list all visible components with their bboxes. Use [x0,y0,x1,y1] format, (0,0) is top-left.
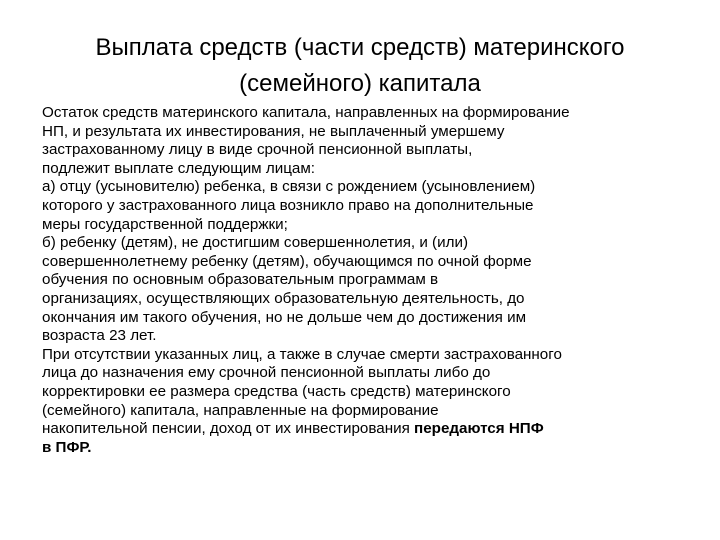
text-emphasis: передаются НПФ [414,420,544,438]
text-plain: накопительной пенсии, доход от их инвестирования [42,420,415,438]
text-line: При отсутствии указанных лиц, а также в случае смерти застрахованного [42,345,562,363]
text-line: которого у застрахованного лица возникло право на дополнительные [42,196,534,214]
text-line: обучения по основным образовательным программам в [42,271,439,289]
text-line: организациях, осуществляющих образовательную деятельность, до [42,289,525,307]
title-line-1: Выплата средств (части средств) материнского [95,34,625,61]
slide-title [40,30,680,102]
paragraph-item-b [42,234,692,346]
text-line: НП, и результата их инвестирования, не выплаченный умершему [42,122,505,140]
text-line: застрахованному лицу в виде срочной пенсионной выплаты, [42,141,473,159]
text-line: возраста 23 лет. [42,327,157,345]
text-line: окончания им такого обучения, но не дольше чем до достижения им [42,308,527,326]
paragraph-intro [42,104,692,178]
text-line: а) отцу (усыновителю) ребенка, в связи с рождением (усыновлением) [42,178,536,196]
text-line: совершеннолетнему ребенку (детям), обучающимся по очной форме [42,252,532,270]
slide-body [42,104,692,457]
text-line-mixed [42,420,692,439]
text-line: меры государственной поддержки; [42,215,288,233]
text-line: подлежит выплате следующим лицам: [42,159,315,177]
text-line: корректировки ее размера средства (часть средств) материнского [42,382,511,400]
text-line: Остаток средств материнского капитала, направленных на формирование [42,104,570,121]
paragraph-item-a [42,178,692,234]
text-line: б) ребенку (детям), не достигшим совершеннолетия, и (или) [42,234,469,252]
text-emphasis-final: в ПФР. [42,438,92,456]
title-line-2: (семейного) капитала [239,70,481,97]
paragraph-absence [42,346,692,458]
text-line: лица до назначения ему срочной пенсионной выплаты либо до [42,364,491,382]
text-line: (семейного) капитала, направленные на формирование [42,401,439,419]
